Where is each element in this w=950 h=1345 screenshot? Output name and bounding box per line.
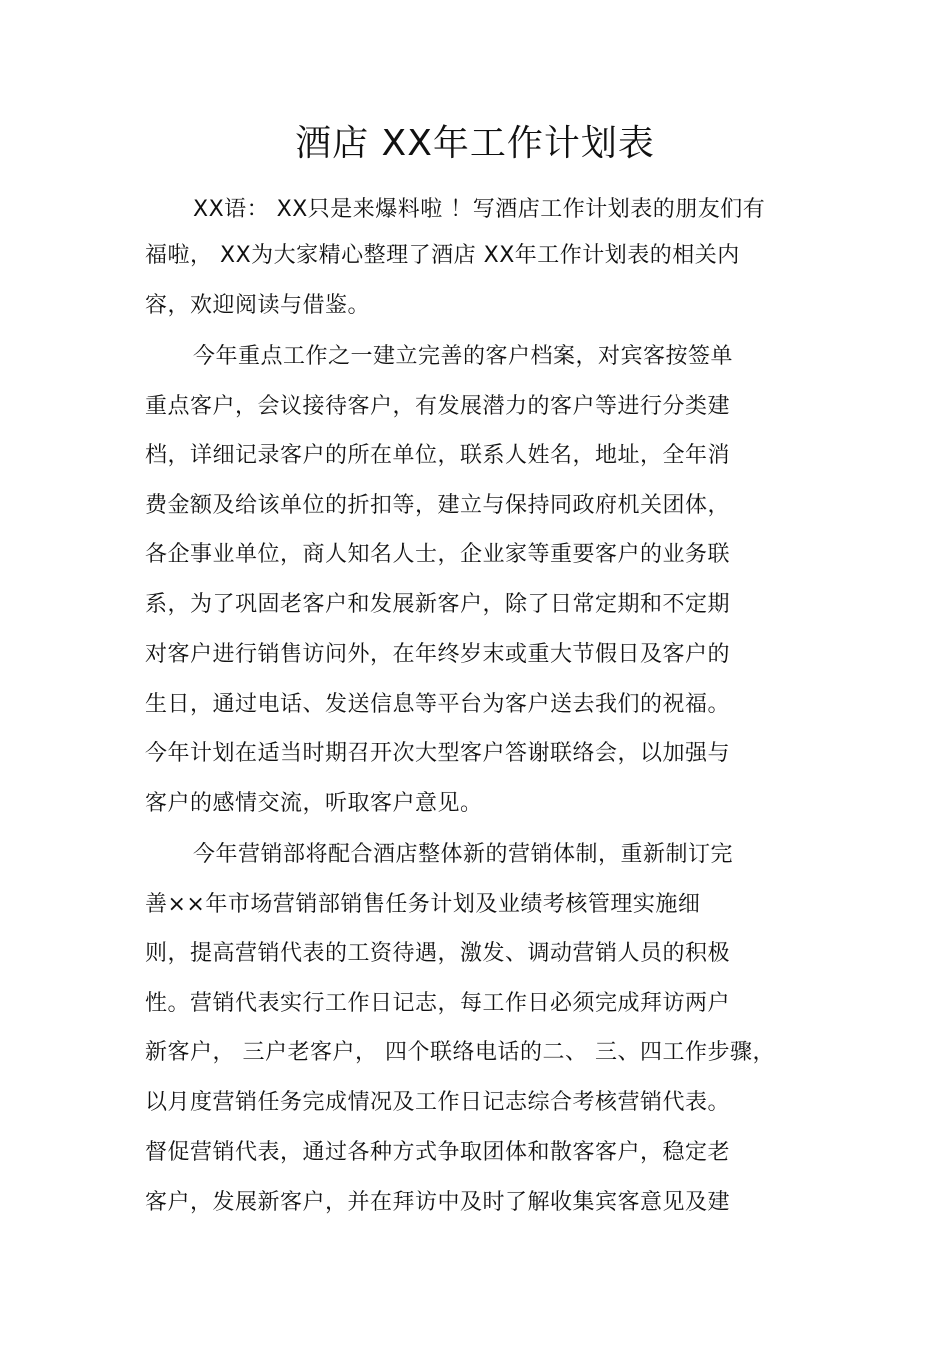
paragraph-2-line-2: 重点客户，会议接待客户，有发展潜力的客户等进行分类建 bbox=[145, 394, 731, 419]
paragraph-2-line-8: 生日，通过电话、发送信息等平台为客户送去我们的祝福。 bbox=[145, 692, 731, 717]
paragraph-2-line-3: 档，详细记录客户的所在单位，联系人姓名，地址，全年消 bbox=[145, 443, 731, 468]
paragraph-3-line-3: 则，提高营销代表的工资待遇，激发、调动营销人员的积极 bbox=[145, 941, 731, 966]
paragraph-1-line-3: 容，欢迎阅读与借鉴。 bbox=[145, 293, 371, 318]
document-title: 酒店 XX年工作计划表 bbox=[295, 123, 655, 164]
paragraph-2-line-9: 今年计划在适当时期召开次大型客户答谢联络会，以加强与 bbox=[145, 741, 731, 766]
paragraph-2-line-10: 客户的感情交流，听取客户意见。 bbox=[145, 791, 483, 816]
paragraph-3-line-5: 新客户， 三户老客户， 四个联络电话的二、 三、四工作步骤， bbox=[145, 1040, 775, 1065]
paragraph-1-line-1: XX语： XX只是来爆料啦 ！写酒店工作计划表的朋友们有 bbox=[193, 197, 766, 222]
paragraph-3-line-1: 今年营销部将配合酒店整体新的营销体制，重新制订完 bbox=[193, 842, 734, 867]
paragraph-2-line-6: 系，为了巩固老客户和发展新客户，除了日常定期和不定期 bbox=[145, 592, 731, 617]
paragraph-3-line-7: 督促营销代表，通过各种方式争取团体和散客客户，稳定老 bbox=[145, 1140, 731, 1165]
paragraph-2-line-5: 各企事业单位，商人知名人士，企业家等重要客户的业务联 bbox=[145, 542, 731, 567]
paragraph-3-line-4: 性。营销代表实行工作日记志，每工作日必须完成拜访两户 bbox=[145, 991, 731, 1016]
paragraph-1-line-2: 福啦， XX为大家精心整理了酒店 XX年工作计划表的相关内 bbox=[145, 243, 740, 268]
paragraph-2-line-7: 对客户进行销售访问外，在年终岁末或重大节假日及客户的 bbox=[145, 642, 731, 667]
paragraph-3-line-2: 善××年市场营销部销售任务计划及业绩考核管理实施细 bbox=[145, 892, 701, 917]
paragraph-2-line-1: 今年重点工作之一建立完善的客户档案，对宾客按签单 bbox=[193, 344, 734, 369]
paragraph-3-line-8: 客户，发展新客户，并在拜访中及时了解收集宾客意见及建 bbox=[145, 1190, 731, 1215]
paragraph-3-line-6: 以月度营销任务完成情况及工作日记志综合考核营销代表。 bbox=[145, 1090, 731, 1115]
paragraph-2-line-4: 费金额及给该单位的折扣等，建立与保持同政府机关团体， bbox=[145, 493, 731, 518]
